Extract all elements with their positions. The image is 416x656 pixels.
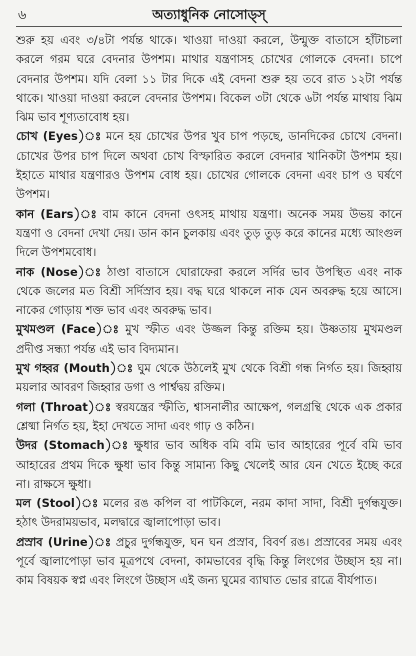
paragraph-eyes xyxy=(16,127,402,204)
paragraph-nose xyxy=(16,263,402,321)
entry-heading: মল (Stool)ঃ xyxy=(16,496,99,511)
entry-heading: উদর (Stomach)ঃ xyxy=(16,438,128,453)
paragraph-text: বাম কানে বেদনা ওৎসহ মাথায় যন্ত্রণা। অনেক সময় উভয় কানে যন্ত্রণা ও বেদনা দেখা দেয়। ডান কান চুলকায় এবং তুড় তুড় করে কানের মধ্যে আংগুল দিলে উপশমবোধ। xyxy=(16,206,402,260)
entry-heading: গলা (Throat)ঃ xyxy=(16,399,112,414)
paragraph-text: স্বরযন্ত্রের স্ফীতি, শ্বাসনালীর আক্ষেপ, গলগ্রন্থি থেকে এক প্রকার শ্লেষ্মা নির্গত হয়, ইহা দেখতে সাদা এবং গাঢ় ও কঠিন। xyxy=(16,399,402,433)
paragraph-ears xyxy=(16,205,402,263)
paragraph-stomach xyxy=(16,436,402,494)
entry-heading: কান (Ears)ঃ xyxy=(16,206,97,221)
entry-heading: প্রস্রাব (Urine)ঃ xyxy=(16,534,111,549)
page-number: ৬ xyxy=(18,8,27,23)
paragraph-throat xyxy=(16,398,402,437)
paragraph-text: মলের রঙ কপিল বা পাটকিলে, নরম কাদা সাদা, বিশ্রী দুর্গন্ধযুক্ত। হঠাৎ উদরাময়ভাব, মলদ্বারে জ্বালাপোড়া ভাব। xyxy=(16,496,402,530)
paragraph-urine xyxy=(16,533,402,591)
paragraph-text: ঘুম থেকে উঠলেই মুখ থেকে বিশ্রী গন্ধ নির্গত হয়। জিহ্বায় ময়লার আবরণ জিহ্বার ডগা ও পার্শ্বদ্বয় রক্তিম। xyxy=(16,361,403,395)
running-title: অত্যাধুনিক নোসোড্‌স্‌ xyxy=(152,8,266,23)
paragraph-mouth xyxy=(16,359,402,398)
paragraph-face xyxy=(16,320,402,359)
paragraph-text: শুরু হয় এবং ৩/৪টা পর্যন্ত থাকে। খাওয়া দাওয়া করলে, উন্মুক্ত বাতাসে হাঁটাচলা করলে গরম ঘরে বেদনার উপশম। মাথার যন্ত্রণাসহ চোখের গোলকে বেদনা। চাপে বেদনার উপশম। যদি বেলা ১১ টার দিকে এই বেদনা শুরু হয় তবে রাত ১২টা পর্যন্ত থাকে। খাওয়া দাওয়া করলে বেদনার উপশম। বিকেল ৩টা থেকে ৬টা পর্যন্ত মাথায় ঝিম ঝিম ভাব শূণ্যতাবোধ হয়। xyxy=(16,33,402,125)
paragraph-continued xyxy=(16,31,402,127)
entry-heading: মুখমণ্ডল (Face)ঃ xyxy=(16,322,119,337)
page-header xyxy=(16,4,402,27)
paragraph-stool xyxy=(16,494,402,533)
paragraph-text: ক্ষুধার ভাব অধিক বমি বমি ভাব আহারের পূর্বে বমি ভাব আহারের প্রথম দিকে ক্ষুধা ভাব কিন্তু সামান্য কিছু খেলেই আর যেন খেতে ইচ্ছে করে না। রাক্ষসে ক্ষুধা। xyxy=(16,438,402,491)
entry-heading: চোখ (Eyes)ঃ xyxy=(16,129,102,144)
paragraph-text: ঠাণ্ডা বাতাসে ঘোরাফেরা করলে সর্দির ভাব উপস্থিত এবং নাক থেকে জলের মত বিশ্রী সর্দিস্রাব হয়। বদ্ধ ঘরে থাকলে নাক যেন অবরুদ্ধ হয়ে আসে। নাকের গোড়ায় শক্ত ভাব এবং অবরুদ্ধ ভাব। xyxy=(16,264,402,318)
paragraph-text: মনে হয় চোখের উপর খুব চাপ পড়ছে, ডানদিকের চোখে বেদনা। চোখের উপর চাপ দিলে অথবা চোখ বিস্ফারিত করলে বেদনার খানিকটা উপশম হয়। ইহাতে মাথার যন্ত্রণারও উপশম বোধ হয়। চোখের গোলকে বেদনা এবং চাপ ও ঘর্ষণে উপশম। xyxy=(16,129,402,202)
entry-heading: নাক (Nose)ঃ xyxy=(16,264,101,279)
entry-heading: মুখ গহ্বর (Mouth)ঃ xyxy=(16,361,133,376)
body-text xyxy=(16,31,402,591)
paragraph-text: মুখ স্ফীত এবং উজ্জল কিন্তু রক্তিম হয়। উষ্ণতায় মুখমণ্ডল প্রদীপ্ত সন্ধ্যা পর্যন্ত এই ভাব বিদ্যমান। xyxy=(16,322,402,356)
paragraph-text: প্রচুর দুর্গন্ধযুক্ত, ঘন ঘন প্রস্রাব, বিবর্ণ রঙ। প্রস্রাবের সময় এবং পূর্বে জ্বালাপোড়া ভাব মূত্রপথে বেদনা, কামভাবের বৃদ্ধি কিন্তু লিংগের উচ্ছাস হয় না। কাম বিষয়ক স্বপ্ন এবং লিংগে উচ্ছাস এই জন্য ঘুমের ব্যাঘাত ভোর রাত্রে বীর্যপাত। xyxy=(16,534,402,588)
